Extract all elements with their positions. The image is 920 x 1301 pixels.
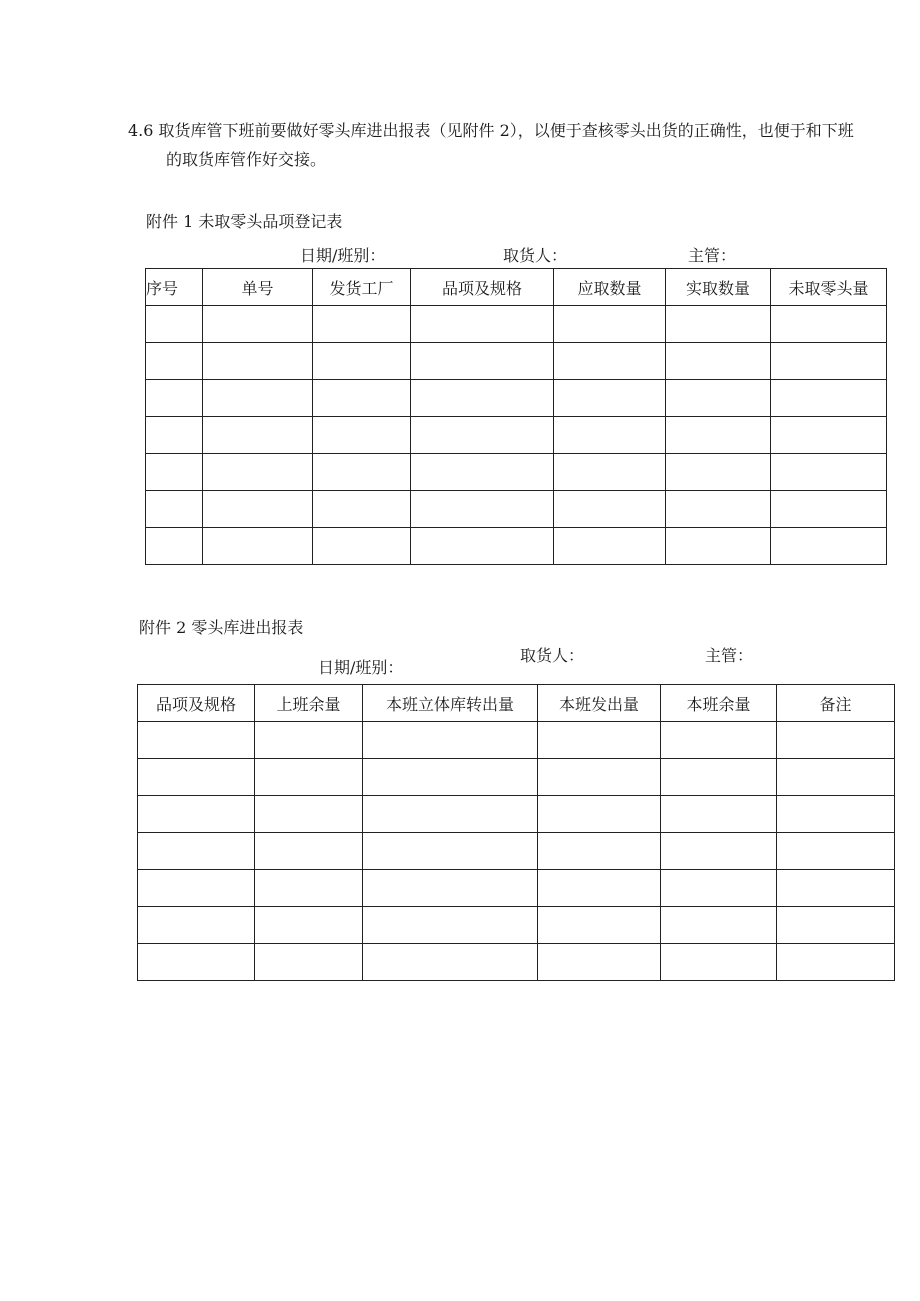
procedure-paragraph <box>128 116 908 174</box>
annex2-header-row <box>138 685 895 722</box>
annex1-table-cell[interactable] <box>411 306 554 343</box>
annex1-table-cell[interactable] <box>554 491 666 528</box>
annex1-table-cell[interactable] <box>771 454 887 491</box>
annex1-table-cell[interactable] <box>411 343 554 380</box>
annex2-table-cell[interactable] <box>138 796 255 833</box>
annex2-col-header: 上班余量 <box>255 685 363 722</box>
annex2-table-cell[interactable] <box>255 833 363 870</box>
annex1-table-cell[interactable] <box>146 491 203 528</box>
annex2-table-cell[interactable] <box>138 907 255 944</box>
annex2-table-row <box>138 907 895 944</box>
annex2-table-cell[interactable] <box>538 833 661 870</box>
annex2-body <box>138 722 895 981</box>
annex1-table-cell[interactable] <box>666 343 771 380</box>
annex2-col-header: 本班立体库转出量 <box>363 685 538 722</box>
annex2-table-cell[interactable] <box>777 833 895 870</box>
annex2-table-cell[interactable] <box>363 759 538 796</box>
annex2-table-cell[interactable] <box>138 944 255 981</box>
annex2-table-cell[interactable] <box>777 759 895 796</box>
annex1-title: 附件 1 未取零头品项登记表 <box>146 212 343 231</box>
paragraph-line-2: 的取货库管作好交接。 <box>166 150 327 169</box>
annex1-table-cell[interactable] <box>411 454 554 491</box>
annex2-table-cell[interactable] <box>363 796 538 833</box>
annex2-table-cell[interactable] <box>255 722 363 759</box>
annex2-table-cell[interactable] <box>363 907 538 944</box>
annex1-col-header: 应取数量 <box>554 269 666 306</box>
annex1-table-cell[interactable] <box>411 528 554 565</box>
annex1-table-cell[interactable] <box>666 528 771 565</box>
annex2-table-cell[interactable] <box>777 722 895 759</box>
annex2-title: 附件 2 零头库进出报表 <box>139 618 304 637</box>
annex2-col-header: 本班余量 <box>661 685 777 722</box>
annex1-table-cell[interactable] <box>313 417 411 454</box>
annex1-col-header: 序号 <box>146 269 203 306</box>
annex1-picker-label: 取货人： <box>503 246 568 265</box>
annex2-picker-label: 取货人： <box>520 646 585 665</box>
annex1-table-cell[interactable] <box>313 380 411 417</box>
annex1-table-cell[interactable] <box>771 417 887 454</box>
annex2-table-cell[interactable] <box>777 870 895 907</box>
annex1-table-cell[interactable] <box>771 306 887 343</box>
annex1-table-cell[interactable] <box>666 306 771 343</box>
annex1-table-row <box>146 491 887 528</box>
annex1-body <box>146 306 887 565</box>
annex1-table-cell[interactable] <box>666 380 771 417</box>
annex2-table-cell[interactable] <box>255 944 363 981</box>
annex2-table-row <box>138 833 895 870</box>
annex1-table-cell[interactable] <box>203 306 313 343</box>
annex2-table-row <box>138 759 895 796</box>
annex2-table-cell[interactable] <box>538 944 661 981</box>
annex1-table-cell[interactable] <box>313 528 411 565</box>
annex1-table-cell[interactable] <box>313 306 411 343</box>
annex2-table-cell[interactable] <box>661 870 777 907</box>
annex1-table-cell[interactable] <box>203 343 313 380</box>
annex1-table-cell[interactable] <box>146 454 203 491</box>
annex1-table-row <box>146 306 887 343</box>
annex2-table-cell[interactable] <box>661 944 777 981</box>
annex1-table-cell[interactable] <box>203 454 313 491</box>
annex2-table-cell[interactable] <box>363 833 538 870</box>
annex2-table-cell[interactable] <box>538 722 661 759</box>
annex2-table-cell[interactable] <box>538 907 661 944</box>
annex1-table-cell[interactable] <box>146 343 203 380</box>
annex1-table-cell[interactable] <box>666 454 771 491</box>
annex2-table-cell[interactable] <box>255 907 363 944</box>
annex2-table-cell[interactable] <box>777 796 895 833</box>
annex2-table-cell[interactable] <box>661 796 777 833</box>
annex1-table-row <box>146 454 887 491</box>
annex2-table-cell[interactable] <box>363 870 538 907</box>
annex1-table-cell[interactable] <box>554 417 666 454</box>
annex1-table-cell[interactable] <box>203 380 313 417</box>
annex1-table-cell[interactable] <box>146 306 203 343</box>
annex2-table-cell[interactable] <box>538 796 661 833</box>
annex1-table-cell[interactable] <box>313 454 411 491</box>
annex1-table-cell[interactable] <box>146 380 203 417</box>
annex1-table-cell[interactable] <box>411 491 554 528</box>
annex1-table-cell[interactable] <box>771 491 887 528</box>
annex1-table-cell[interactable] <box>146 417 203 454</box>
annex1-supervisor-label: 主管： <box>688 246 737 265</box>
annex2-table-cell[interactable] <box>538 759 661 796</box>
annex1-date-label: 日期/班别： <box>300 246 386 265</box>
annex1-table-cell[interactable] <box>203 417 313 454</box>
annex1-table-row <box>146 343 887 380</box>
annex2-col-header: 品项及规格 <box>138 685 255 722</box>
annex2-supervisor-label: 主管： <box>705 646 754 665</box>
annex2-table-cell[interactable] <box>363 722 538 759</box>
annex1-table-cell[interactable] <box>771 380 887 417</box>
annex1-col-header: 发货工厂 <box>313 269 411 306</box>
annex2-table-cell[interactable] <box>661 759 777 796</box>
annex1-col-header: 品项及规格 <box>411 269 554 306</box>
annex1-table-row <box>146 417 887 454</box>
annex1-table-cell[interactable] <box>666 491 771 528</box>
annex2-table-cell[interactable] <box>255 759 363 796</box>
annex2-date-label: 日期/班别： <box>318 658 404 677</box>
annex2-table-cell[interactable] <box>538 870 661 907</box>
annex1-table <box>145 268 887 565</box>
annex1-table-row <box>146 528 887 565</box>
annex1-table-cell[interactable] <box>203 491 313 528</box>
annex1-table-cell[interactable] <box>554 454 666 491</box>
annex1-table-cell[interactable] <box>771 343 887 380</box>
annex1-col-header: 未取零头量 <box>771 269 887 306</box>
annex2-table-cell[interactable] <box>255 796 363 833</box>
annex1-col-header: 单号 <box>203 269 313 306</box>
annex2-table-row <box>138 944 895 981</box>
annex2-table-row <box>138 722 895 759</box>
annex1-col-header: 实取数量 <box>666 269 771 306</box>
annex2-table-cell[interactable] <box>777 944 895 981</box>
annex2-table-cell[interactable] <box>255 870 363 907</box>
annex1-table-cell[interactable] <box>554 343 666 380</box>
annex1-table-cell[interactable] <box>411 417 554 454</box>
annex2-table-cell[interactable] <box>661 907 777 944</box>
annex1-table-cell[interactable] <box>411 380 554 417</box>
annex2-table-cell[interactable] <box>138 722 255 759</box>
annex1-table-cell[interactable] <box>666 417 771 454</box>
annex1-table-cell[interactable] <box>146 528 203 565</box>
annex2-table-cell[interactable] <box>777 907 895 944</box>
annex1-table-cell[interactable] <box>313 343 411 380</box>
annex2-table-cell[interactable] <box>138 759 255 796</box>
annex2-table-cell[interactable] <box>661 722 777 759</box>
annex2-table-cell[interactable] <box>661 833 777 870</box>
annex1-table-cell[interactable] <box>313 491 411 528</box>
annex1-header-row <box>146 269 887 306</box>
annex2-table-row <box>138 870 895 907</box>
annex1-table-cell[interactable] <box>771 528 887 565</box>
annex1-table-row <box>146 380 887 417</box>
annex2-col-header: 备注 <box>777 685 895 722</box>
annex2-table <box>137 684 895 981</box>
annex1-table-cell[interactable] <box>203 528 313 565</box>
annex2-table-cell[interactable] <box>363 944 538 981</box>
annex2-table-cell[interactable] <box>138 870 255 907</box>
annex2-table-row <box>138 796 895 833</box>
paragraph-line-1: 4.6 取货库管下班前要做好零头库进出报表（见附件 2），以便于查核零头出货的正确性，也便于和下班 <box>128 121 854 140</box>
annex2-table-cell[interactable] <box>138 833 255 870</box>
annex1-table-cell[interactable] <box>554 528 666 565</box>
annex2-col-header: 本班发出量 <box>538 685 661 722</box>
annex1-table-cell[interactable] <box>554 380 666 417</box>
annex1-table-cell[interactable] <box>554 306 666 343</box>
